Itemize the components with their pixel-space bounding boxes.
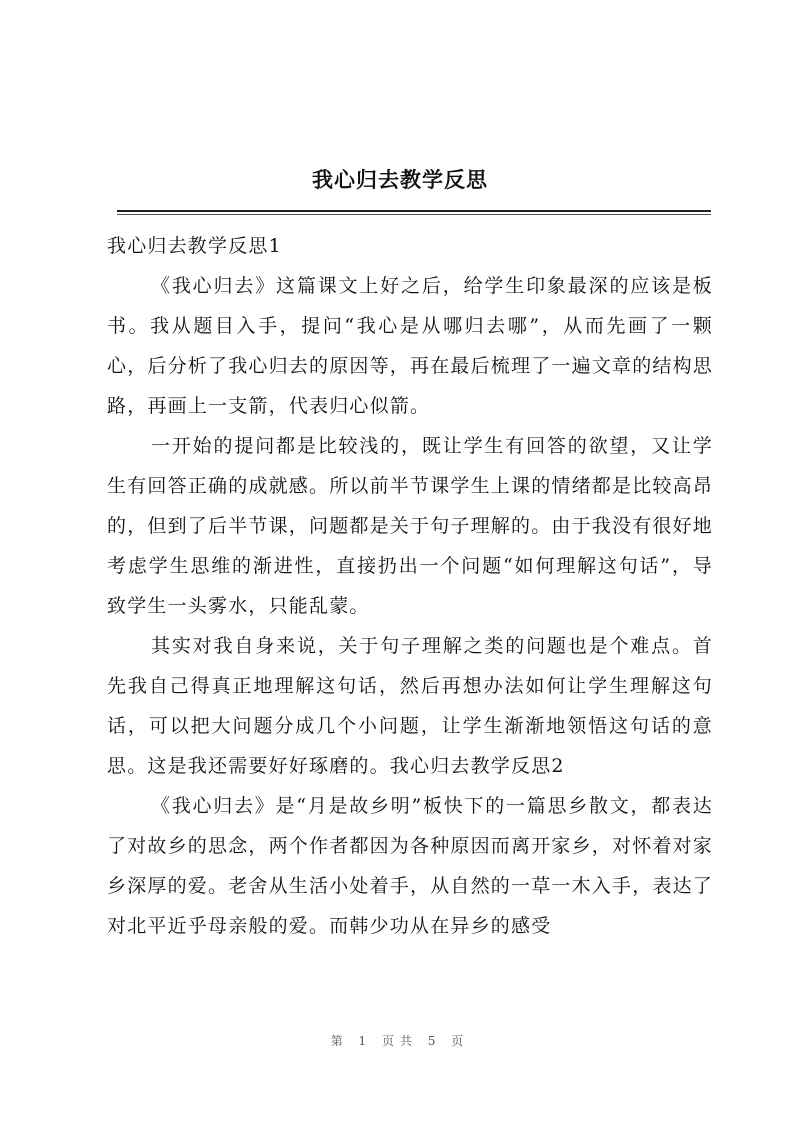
title-divider-thick bbox=[117, 210, 711, 212]
section-heading: 我心归去教学反思1 bbox=[107, 235, 282, 257]
page-footer: 第 1 页共 5 页 bbox=[330, 1034, 470, 1048]
paragraph: 一开始的提问都是比较浅的，既让学生有回答的欲望，又让学生有回答正确的成就感。所以前半节课学生上课的情绪都是比较高昂的，但到了后半节课，问题都是关于句子理解的。由于我没有很好地考虑学生思维的渐进性，直接扔出一个问题“如何理解这句话”，导致学生一头雾水，只能乱蒙。 bbox=[107, 435, 714, 617]
paragraph: 《我心归去》是“月是故乡明”板快下的一篇思乡散文，都表达了对故乡的思念，两个作者都因为各种原因而离开家乡，对怀着对家乡深厚的爱。老舍从生活小处着手，从自然的一草一木入手，表达了对北平近乎母亲般的爱。而韩少功从在异乡的感受 bbox=[107, 795, 714, 937]
title-divider-thin bbox=[117, 214, 711, 215]
paragraph: 其实对我自身来说，关于句子理解之类的问题也是个难点。首先我自己得真正地理解这句话，然后再想办法如何让学生理解这句话，可以把大问题分成几个小问题，让学生渐渐地领悟这句话的意思。这是我还需要好好琢磨的。我心归去教学反思2 bbox=[107, 635, 713, 777]
document-title: 我心归去教学反思 bbox=[312, 167, 488, 192]
paragraph: 《我心归去》这篇课文上好之后，给学生印象最深的应该是板书。我从题目入手，提问“我心是从哪归去哪”，从而先画了一颗心，后分析了我心归去的原因等，再在最后梳理了一遍文章的结构思路，再画上一支箭，代表归心似箭。 bbox=[107, 275, 714, 417]
document-body bbox=[107, 226, 713, 946]
